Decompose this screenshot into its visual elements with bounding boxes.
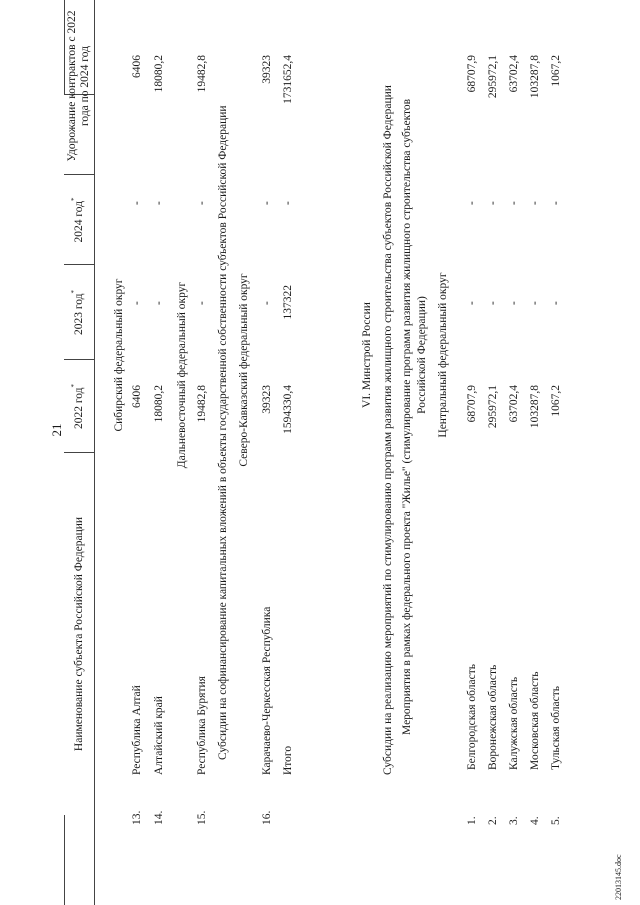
row-name: Белгородская область <box>466 664 478 770</box>
row-2024: - <box>131 201 143 205</box>
row-cost: 63702,4 <box>508 55 520 93</box>
row-2022: 68707,9 <box>466 385 478 423</box>
row-2023: - <box>261 301 273 305</box>
header-cost: Удорожание контрактов с 2022 года по 2024 год <box>66 10 91 162</box>
row-2023: - <box>529 301 541 305</box>
row-num: 2. <box>487 816 499 825</box>
row-2024: - <box>529 201 541 205</box>
page-number: 21 <box>49 423 64 437</box>
row-2023: - <box>131 301 143 305</box>
row-name: Калужская область <box>508 676 520 770</box>
row-num: 13. <box>131 810 143 825</box>
row-2024: - <box>153 201 165 205</box>
section-siberian: Сибирский федеральный округ <box>113 278 125 432</box>
row-2023: - <box>153 301 165 305</box>
row-cost: 103287,8 <box>529 55 541 99</box>
section-vi-measures-1: Мероприятия в рамках федерального проекта "Жилье" (стимулирование программ развития жилищного строительства субъектов <box>401 98 413 735</box>
row-2022: 39323 <box>261 385 273 414</box>
table-top-border-left <box>64 815 65 905</box>
row-2022: 103287,8 <box>529 385 541 429</box>
footer-file-code: 22013145.doc <box>614 854 623 900</box>
row-2024: - <box>508 201 520 205</box>
row-cost: 18080,2 <box>153 55 165 93</box>
section-far-east: Дальневосточный федеральный округ <box>176 281 188 469</box>
row-name: Тульская область <box>550 686 562 770</box>
row-cost: 6406 <box>131 55 143 78</box>
row-2022: 295972,1 <box>487 385 499 429</box>
row-2022: 1067,2 <box>550 385 562 417</box>
row-2022: 18080,2 <box>153 385 165 423</box>
row-name: Карачаево-Черкесская Республика <box>261 606 273 775</box>
row-2023: - <box>508 301 520 305</box>
row-cost: 1067,2 <box>550 55 562 87</box>
row-cost: 39323 <box>261 55 273 84</box>
section-vi-measures-2: Российской Федерации) <box>416 296 428 414</box>
row-2022: 19482,8 <box>196 385 208 423</box>
row-num: 3. <box>508 816 520 825</box>
row-cost: 19482,8 <box>196 55 208 93</box>
total-2024: - <box>282 201 294 205</box>
total-2022: 1594330,4 <box>282 385 294 434</box>
row-2023: - <box>196 301 208 305</box>
row-num: 16. <box>261 810 273 825</box>
total-cost: 1731652,4 <box>282 55 294 104</box>
header-bottom-border <box>94 0 95 905</box>
header-2024: 2024 год* <box>70 197 85 243</box>
row-cost: 68707,9 <box>466 55 478 93</box>
row-2024: - <box>550 201 562 205</box>
row-2024: - <box>261 201 273 205</box>
section-vi-title: VI. Минстрой России <box>361 302 373 408</box>
row-2023: - <box>466 301 478 305</box>
row-name: Республика Бурятия <box>196 676 208 775</box>
section-north-caucasus: Северо-Кавказский федеральный округ <box>238 273 250 467</box>
total-2023: 137322 <box>282 285 294 320</box>
row-2022: 6406 <box>131 385 143 408</box>
header-2022: 2022 год* <box>70 383 85 430</box>
row-num: 14. <box>153 810 165 825</box>
row-name: Московская область <box>529 671 541 770</box>
row-name: Республика Алтай <box>131 685 143 775</box>
section-vi-subsidy: Субсидии на реализацию мероприятий по стимулированию программ развития жилищного строительства субъектов Российской Федерации <box>382 85 394 775</box>
row-2022: 63702,4 <box>508 385 520 423</box>
row-2023: - <box>487 301 499 305</box>
row-cost: 295972,1 <box>487 55 499 99</box>
section-cofinancing: Субсидии на софинансирование капитальных вложений в объекты государственной собственности субъектов Российской Федерации <box>217 105 229 760</box>
row-2024: - <box>196 201 208 205</box>
row-name: Воронежская область <box>487 664 499 770</box>
row-2024: - <box>466 201 478 205</box>
table-top-border <box>64 0 65 95</box>
row-name: Алтайский край <box>153 696 165 775</box>
row-num: 4. <box>529 816 541 825</box>
row-num: 15. <box>196 810 208 825</box>
row-num: 5. <box>550 816 562 825</box>
section-vi-district: Центральный федеральный округ <box>437 272 449 438</box>
row-2024: - <box>487 201 499 205</box>
row-2023: - <box>550 301 562 305</box>
header-2023: 2023 год* <box>70 289 85 336</box>
total-label: Итого <box>282 745 294 775</box>
row-num: 1. <box>466 816 478 825</box>
header-name: Наименование субъекта Российской Федерации <box>73 516 85 752</box>
